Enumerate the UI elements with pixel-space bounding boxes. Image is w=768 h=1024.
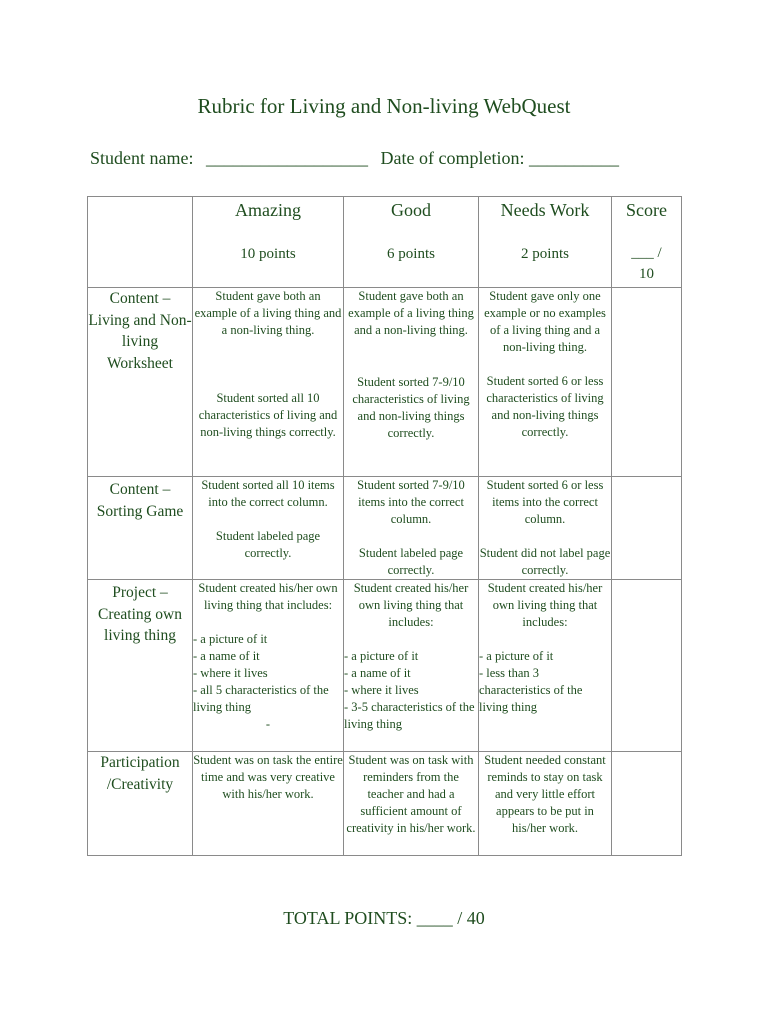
cell-text: - <box>265 717 271 731</box>
header-empty-cell <box>88 197 193 288</box>
header-needs-work <box>479 197 612 288</box>
cell-text: - 3-5 characteristics of the living thing <box>344 700 475 731</box>
category-cell <box>88 580 193 752</box>
cell-text: - a picture of it <box>193 632 268 646</box>
cell-text: Student was on task the entire time and was very creative with his/her work. <box>193 753 343 801</box>
student-name-label: Student name: <box>90 148 194 168</box>
cell-text: - where it lives <box>344 683 419 697</box>
table-row <box>88 580 682 752</box>
student-info-line <box>90 146 710 170</box>
page-title: Rubric for Living and Non-living WebQuest <box>197 94 571 118</box>
level-points: 6 points <box>387 246 435 262</box>
cell-text: - a name of it <box>344 666 411 680</box>
amazing-cell <box>193 477 344 580</box>
cell-text: Student sorted 7-9/10 items into the correct column. <box>357 478 465 526</box>
cell-text: Student gave both an example of a living thing and a non-living thing. <box>348 289 474 337</box>
good-cell <box>344 580 479 752</box>
score-points-blank: ___ / <box>631 245 662 261</box>
cell-text: Student created his/her own living thing that includes: <box>198 581 338 612</box>
category-label: Project – Creating own living thing <box>98 584 182 644</box>
cell-text: Student gave only one example or no examples of a living thing and a non-living thing. <box>484 289 606 354</box>
table-row <box>88 477 682 580</box>
amazing-cell <box>193 580 344 752</box>
cell-text: Student gave both an example of a living thing and a non-living thing. <box>194 289 342 337</box>
rubric-table <box>87 196 682 856</box>
cell-text: Student sorted 6 or less characteristics of living and non-living things correctly. <box>486 374 604 439</box>
cell-text: Student sorted all 10 items into the correct column. <box>201 478 335 509</box>
needs-work-cell <box>479 580 612 752</box>
level-points: 10 points <box>240 246 296 262</box>
total-points: TOTAL POINTS: ____ / 40 <box>283 908 485 928</box>
header-row <box>88 197 682 288</box>
amazing-cell <box>193 752 344 856</box>
category-label: Content – Sorting Game <box>96 481 184 520</box>
score-points-max: 10 <box>639 266 654 282</box>
score-cell[interactable] <box>612 752 682 856</box>
table-row <box>88 288 682 477</box>
cell-text: Student labeled page correctly. <box>215 529 321 560</box>
level-label: Needs Work <box>500 200 590 220</box>
header-score <box>612 197 682 288</box>
score-cell[interactable] <box>612 288 682 477</box>
category-cell <box>88 288 193 477</box>
cell-text: - a picture of it <box>344 649 419 663</box>
category-label: Participation /Creativity <box>100 754 180 793</box>
level-points: 2 points <box>521 246 569 262</box>
cell-text: - a name of it <box>193 649 260 663</box>
cell-text: - a picture of it <box>479 649 554 663</box>
student-name-blank[interactable]: __________________ <box>205 148 368 168</box>
needs-work-cell <box>479 752 612 856</box>
amazing-cell <box>193 288 344 477</box>
good-cell <box>344 752 479 856</box>
level-label: Good <box>391 200 431 220</box>
cell-text: Student labeled page correctly. <box>358 546 464 577</box>
cell-text: - less than 3 characteristics of the living thing <box>479 666 583 714</box>
header-good <box>344 197 479 288</box>
header-amazing <box>193 197 344 288</box>
table-row <box>88 752 682 856</box>
level-label: Amazing <box>235 200 301 220</box>
cell-text: Student sorted 7-9/10 characteristics of living and non-living things correctly. <box>352 375 470 440</box>
cell-text: Student sorted all 10 characteristics of living and non-living things correctly. <box>198 391 338 439</box>
date-blank[interactable]: __________ <box>528 148 619 168</box>
cell-text: - all 5 characteristics of the living thing <box>193 683 329 714</box>
score-cell[interactable] <box>612 580 682 752</box>
cell-text: Student was on task with reminders from the teacher and had a sufficient amount of creativity in his/her work. <box>346 753 476 835</box>
category-cell <box>88 477 193 580</box>
level-label: Score <box>626 200 667 220</box>
cell-text: Student created his/her own living thing that includes: <box>353 581 469 629</box>
date-label: Date of completion: <box>380 148 525 168</box>
cell-text: Student needed constant reminds to stay on task and very little effort appears to be put in his/her work. <box>484 753 606 835</box>
good-cell <box>344 288 479 477</box>
cell-text: - where it lives <box>193 666 268 680</box>
score-cell[interactable] <box>612 477 682 580</box>
needs-work-cell <box>479 477 612 580</box>
category-label: Content – Living and Non-living Worksheet <box>88 290 192 372</box>
cell-text: Student did not label page correctly. <box>479 546 611 577</box>
cell-text: Student created his/her own living thing that includes: <box>487 581 603 629</box>
cell-text: Student sorted 6 or less items into the correct column. <box>486 478 604 526</box>
needs-work-cell <box>479 288 612 477</box>
category-cell <box>88 752 193 856</box>
good-cell <box>344 477 479 580</box>
